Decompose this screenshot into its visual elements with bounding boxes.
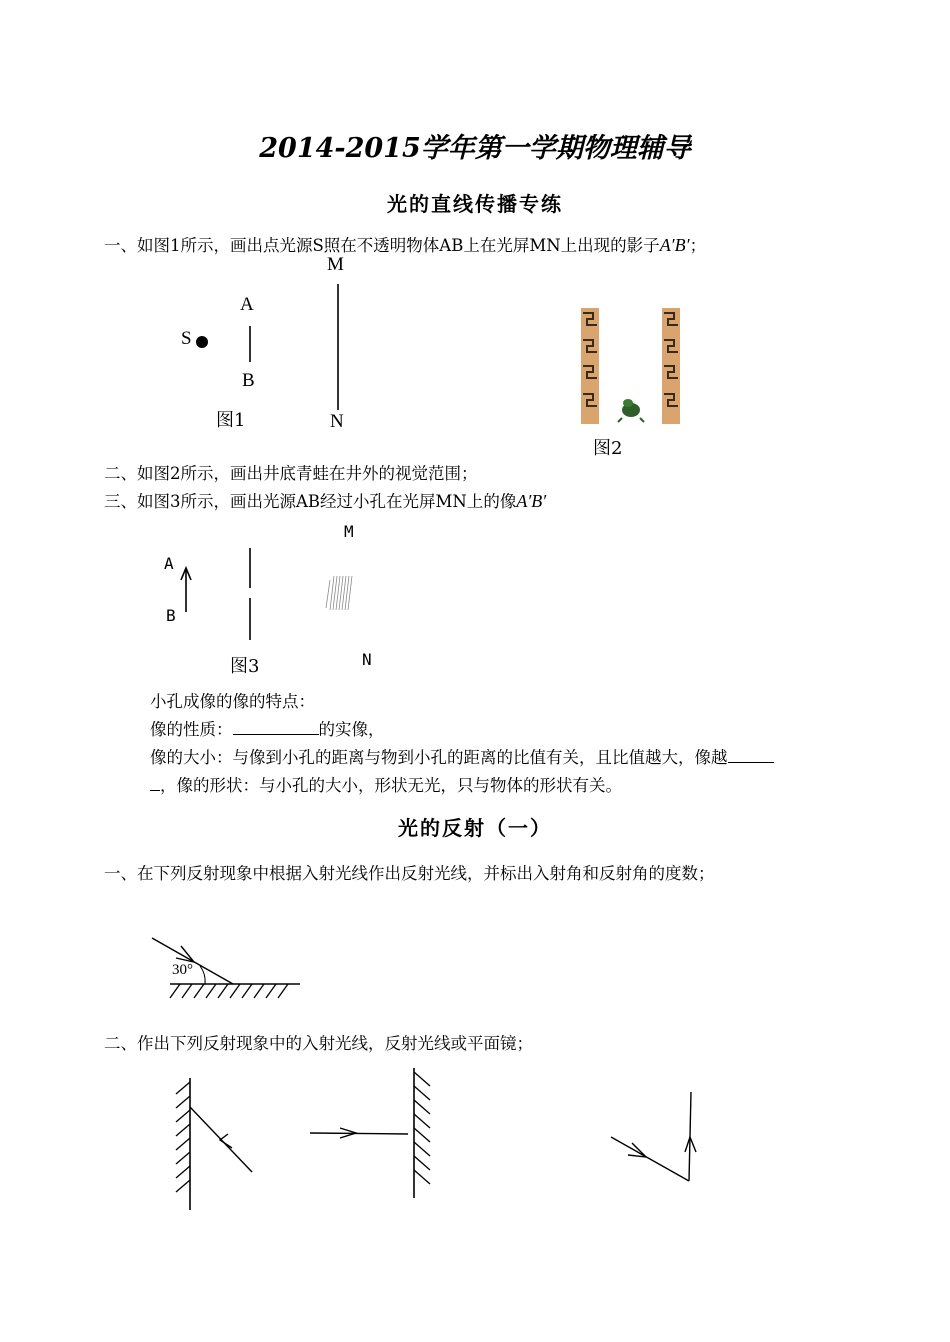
section-heading-reflection: 光的反射（一）	[398, 816, 552, 840]
fig1-label-a: A	[240, 294, 254, 315]
fig3-label-m: M	[344, 522, 354, 541]
nature-suffix: 的实像，	[318, 720, 385, 739]
angle-label: 30°	[172, 962, 193, 978]
fig1-label-b: B	[242, 370, 255, 391]
pinhole-notes-heading: 小孔成像的像的特点：	[150, 692, 315, 711]
fig1-label-m: M	[327, 254, 344, 275]
fig1-label-n: N	[330, 411, 344, 432]
fig3-caption: 图3	[230, 656, 260, 677]
page-title: 2014-2015学年第一学期物理辅导	[259, 133, 691, 164]
question-3-text: 三、如图3所示，画出光源AB经过小孔在光屏MN上的像	[104, 492, 517, 511]
size-text: 像的大小：与像到小孔的距离与物到小孔的距离的比值有关，且比值越大，像越	[150, 748, 728, 767]
fig2-caption: 图2	[593, 438, 623, 459]
question-1-tail: ；	[689, 236, 707, 255]
reflection-question-2: 二、作出下列反射现象中的入射光线，反射光线或平面镜；	[104, 1034, 533, 1053]
fig3-label-b: B	[166, 606, 176, 625]
ray-2c-incident	[611, 1137, 689, 1181]
section-heading-light-propagation: 光的直线传播专练	[387, 192, 563, 216]
question-2: 二、如图2所示，画出井底青蛙在井外的视觉范围；	[104, 464, 478, 483]
fig3-label-a: A	[164, 554, 174, 573]
question-1-text: 一、如图1所示，画出点光源S照在不透明物体AB上在光屏MN上出现的影子	[104, 236, 660, 255]
question-3-ab: A′B′	[516, 491, 547, 511]
fig1-label-s: S	[181, 328, 192, 349]
question-1-ab: A′B′	[659, 235, 690, 255]
shape-text: ，像的形状：与小孔的大小，形状无光，只与物体的形状有关。	[160, 776, 622, 795]
ray-2c-incident-arrowhead	[628, 1143, 646, 1157]
reflection-question-1: 一、在下列反射现象中根据入射光线作出反射光线，并标出入射角和反射角的度数；	[104, 864, 715, 883]
fig3-label-n: N	[362, 650, 372, 669]
nature-prefix: 像的性质：	[150, 720, 233, 739]
fig1-caption: 图1	[216, 410, 246, 431]
